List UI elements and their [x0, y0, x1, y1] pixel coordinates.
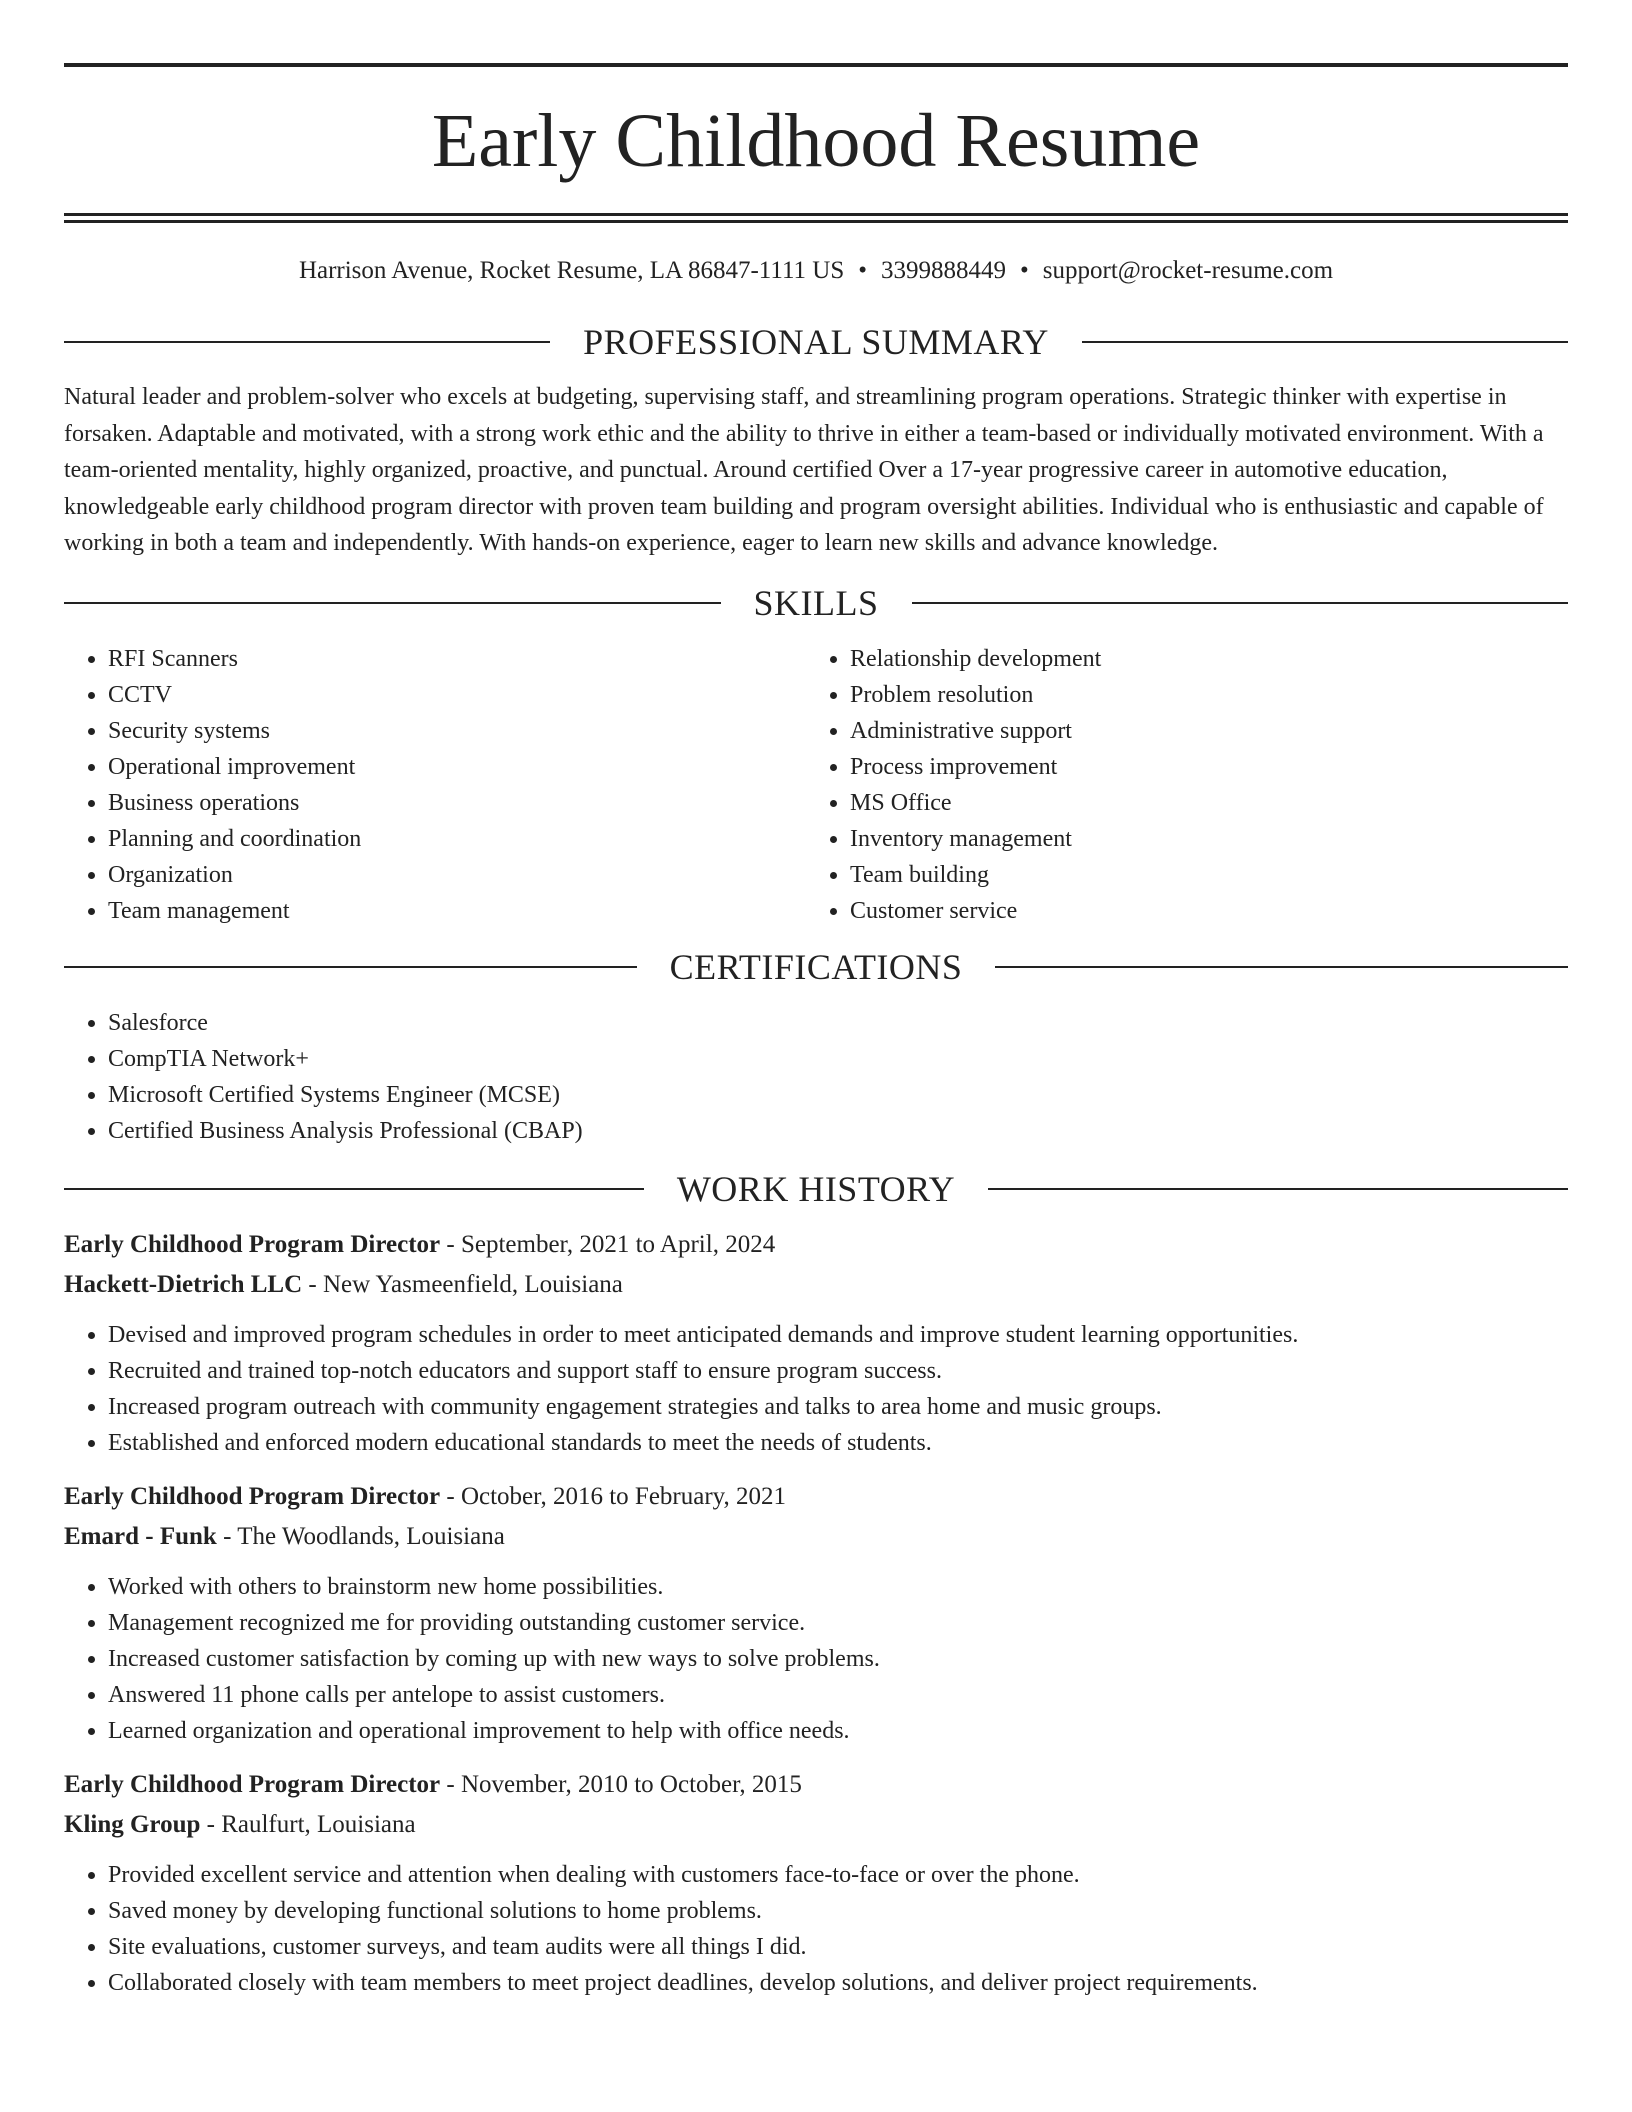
skills-column-left [64, 641, 806, 929]
skill-item: • Security systems [108, 713, 806, 749]
contact-line [64, 253, 1568, 289]
job-company-line [64, 1265, 1568, 1305]
work-history-list [64, 1225, 1568, 2001]
section-rule [912, 602, 1569, 604]
job-company-line [64, 1517, 1568, 1557]
job-bullet: • Recruited and trained top-notch educators and support staff to ensure program success. [108, 1353, 1568, 1389]
skills-right-list [806, 641, 1548, 929]
contact-phone: 3399888449 [881, 257, 1006, 284]
job-bullet: • Site evaluations, customer surveys, and team audits were all things I did. [108, 1929, 1568, 1965]
job-location: Raulfurt, Louisiana [221, 1810, 416, 1838]
job-title-line [64, 1225, 1568, 1265]
work-section-header [64, 1167, 1568, 1211]
job-dash: - [440, 1230, 461, 1258]
job-bullets [64, 1317, 1568, 1461]
job-dash: - [440, 1482, 461, 1510]
skill-item: • MS Office [850, 785, 1548, 821]
title-double-rule [64, 213, 1568, 223]
job-company: Emard - Funk [64, 1522, 217, 1550]
job-bullet: • Learned organization and operational improvement to help with office needs. [108, 1713, 1568, 1749]
job-bullet: • Increased customer satisfaction by coming up with new ways to solve problems. [108, 1641, 1568, 1677]
section-rule [64, 602, 721, 604]
contact-email: support@rocket-resume.com [1042, 257, 1334, 284]
job-bullet: • Worked with others to brainstorm new home possibilities. [108, 1569, 1568, 1605]
skill-item: • Process improvement [850, 749, 1548, 785]
section-rule [64, 966, 637, 968]
job-dash: - [200, 1810, 222, 1838]
certification-item: • Salesforce [108, 1005, 1568, 1041]
job-dates: October, 2016 to February, 2021 [460, 1482, 787, 1510]
job-location: The Woodlands, Louisiana [237, 1522, 505, 1550]
certifications-heading: CERTIFICATIONS [669, 946, 963, 987]
job-bullet: • Increased program outreach with community engagement strategies and talks to area home and music groups. [108, 1389, 1568, 1425]
skills-left-list [64, 641, 806, 929]
job-bullets [64, 1569, 1568, 1749]
section-rule [1082, 341, 1568, 343]
job-bullet: • Answered 11 phone calls per antelope to assist customers. [108, 1677, 1568, 1713]
section-rule [995, 966, 1568, 968]
job-bullet: • Provided excellent service and attention when dealing with customers face-to-face or over the phone. [108, 1857, 1568, 1893]
skills-section-header [64, 581, 1568, 625]
job-dash: - [440, 1770, 461, 1798]
job-company: Hackett-Dietrich LLC [64, 1270, 303, 1298]
summary-text: Natural leader and problem-solver who excels at budgeting, supervising staff, and streamlining program operations. Strategic thinker with expertise in forsaken. Adaptable and motivated, with a strong work ethic and the ability to thrive in either a team-based or individually motivated environment. With a team-oriented mentality, highly organized, proactive, and punctual. Around certified Over a 17-year progressive career in automotive education, knowledgeable early childhood program director with proven team building and program oversight abilities. Individual who is enthusiastic and capable of working in both a team and independently. With hands-on experience, eager to learn new skills and advance knowledge. [64, 384, 1544, 556]
skill-item: • Planning and coordination [108, 821, 806, 857]
job-dash: - [302, 1270, 323, 1298]
job-entry [64, 1477, 1568, 1749]
skills-list [64, 641, 1568, 929]
skill-item: • CCTV [108, 677, 806, 713]
job-title-line [64, 1477, 1568, 1517]
skills-column-right [806, 641, 1548, 929]
skill-item: • Organization [108, 857, 806, 893]
job-entry [64, 1765, 1568, 2001]
job-bullet: • Devised and improved program schedules in order to meet anticipated demands and improve student learning opportunities. [108, 1317, 1568, 1353]
work-heading: WORK HISTORY [676, 1168, 956, 1209]
certification-item: • Microsoft Certified Systems Engineer (MCSE) [108, 1077, 1568, 1113]
skill-item: • Team management [108, 893, 806, 929]
top-rule [64, 63, 1568, 67]
job-company-line [64, 1805, 1568, 1845]
skill-item: • Team building [850, 857, 1548, 893]
skill-item: • Administrative support [850, 713, 1548, 749]
summary-section-header [64, 320, 1568, 364]
job-title: Early Childhood Program Director [64, 1482, 441, 1510]
job-dash: - [216, 1522, 238, 1550]
contact-separator: • [858, 257, 867, 284]
page-title: Early Childhood Resume [431, 99, 1201, 183]
contact-separator: • [1020, 257, 1029, 284]
section-rule [64, 1188, 644, 1190]
summary-heading: PROFESSIONAL SUMMARY [583, 322, 1049, 362]
job-bullet: • Management recognized me for providing outstanding customer service. [108, 1605, 1568, 1641]
job-company: Kling Group [64, 1810, 201, 1838]
skill-item: • Inventory management [850, 821, 1548, 857]
skill-item: • Business operations [108, 785, 806, 821]
job-dates: November, 2010 to October, 2015 [460, 1770, 802, 1798]
certifications-list [64, 1005, 1568, 1149]
skills-heading: SKILLS [753, 582, 879, 623]
skill-item: • Customer service [850, 893, 1548, 929]
job-bullet: • Saved money by developing functional solutions to home problems. [108, 1893, 1568, 1929]
job-bullet: • Collaborated closely with team members to meet project deadlines, develop solutions, and deliver project requirements. [108, 1965, 1568, 2001]
certification-item: • CompTIA Network+ [108, 1041, 1568, 1077]
certification-item: • Certified Business Analysis Professional (CBAP) [108, 1113, 1568, 1149]
skill-item: • Relationship development [850, 641, 1548, 677]
job-title: Early Childhood Program Director [64, 1230, 441, 1258]
contact-address: Harrison Avenue, Rocket Resume, LA 86847-1111 US [298, 257, 845, 284]
skill-item: • RFI Scanners [108, 641, 806, 677]
job-bullets [64, 1857, 1568, 2001]
job-title-line [64, 1765, 1568, 1805]
skill-item: • Operational improvement [108, 749, 806, 785]
section-rule [988, 1188, 1568, 1190]
job-entry [64, 1225, 1568, 1461]
job-title: Early Childhood Program Director [64, 1770, 441, 1798]
job-location: New Yasmeenfield, Louisiana [322, 1270, 623, 1298]
job-dates: September, 2021 to April, 2024 [460, 1230, 776, 1258]
job-bullet: • Established and enforced modern educational standards to meet the needs of students. [108, 1425, 1568, 1461]
section-rule [64, 341, 550, 343]
skill-item: • Problem resolution [850, 677, 1548, 713]
certifications-section-header [64, 945, 1568, 989]
